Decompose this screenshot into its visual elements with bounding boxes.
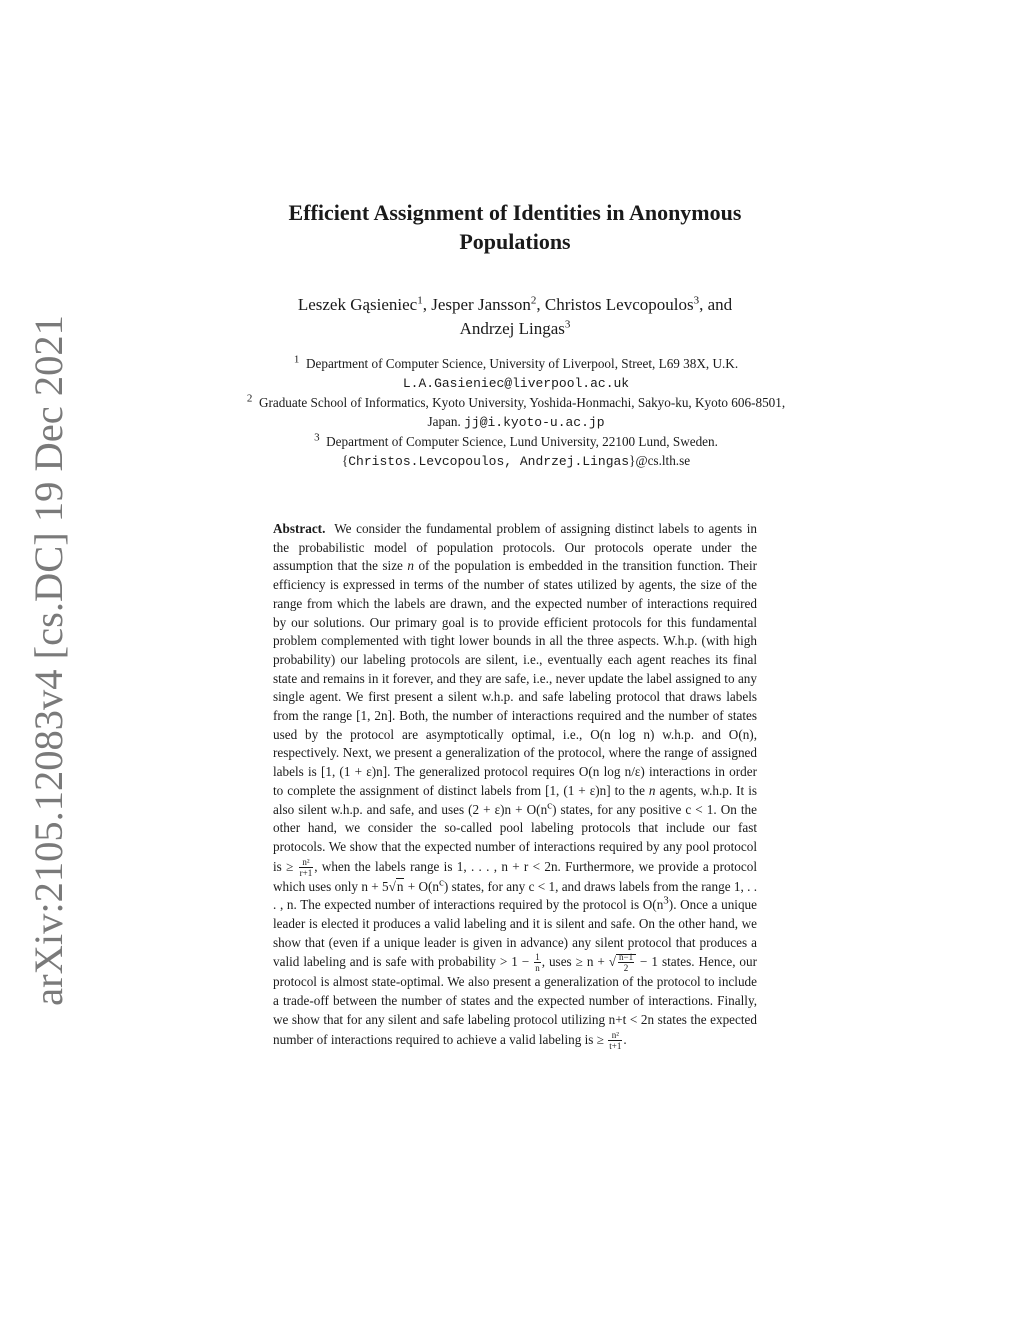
author-name: Christos Levcopoulos — [544, 295, 694, 314]
author-line-2 — [230, 317, 800, 341]
author-name: Jesper Jansson — [431, 295, 531, 314]
affiliation-1: $^1$ Department of Computer Science, University of Liverpool, Street, L69 38X, U.K. L.A.Gasieniec@liverpool.ac.uk — [293, 353, 739, 391]
affiliation-2: $^2$ Graduate School of Informatics, Kyoto University, Yoshida-Honmachi, Sakyo-ku, Kyoto 606-8501, Japan. jj@i.kyoto-u.ac.jp — [246, 392, 786, 430]
fraction: $\frac{\text{n²}}{t+1}$ — [609, 1029, 622, 1051]
title-line-2: Populations — [459, 229, 571, 254]
email-address: L.A.Gasieniec@liverpool.ac.uk — [402, 376, 630, 391]
author-list — [230, 293, 800, 341]
fraction: $\frac{1}{n}$ — [535, 952, 540, 974]
author-affil-mark: 3 — [564, 318, 571, 331]
abstract-paragraph: Abstract. We consider the fundamental problem of assigning distinct labels to agents in the probabilistic model of population protocols. Our protocols operate under the assumption that the size n of the population is embedded in the transition function. Their efficiency is expressed in terms of the number of states utilized by agents, the size of the range from which the labels are drawn, and the expected number of interactions required by our solutions. Our primary goal is to provide efficient protocols for this fundamental problem complemented with tight lower bounds in all the three aspects. W.h.p. (with high probability) our labeling protocols are silent, i.e., eventually each agent reaches its final state and remains in it forever, and they are safe, i.e., never update the label assigned to any single agent. We first present a silent w.h.p. and safe labeling protocol that draws labels from the range [1, 2n]. Both, the number of interactions required and the number of states used by the protocol are asymptotically optimal, i.e., O(n log n) w.h.p. and O(n), respectively. Next, we present a generalization of the protocol, where the range of assigned labels is [1, (1 + ε)n]. The generalized protocol requires O(n log n/ε) interactions in order to complete the assignment of distinct labels from [1, (1 + ε)n] to the n agents, w.h.p. It is also silent w.h.p. and safe, and uses $(2 + \varepsilon)n + O(n^c)$ states, for any positive c < 1. On the other hand, we consider the so-called pool labeling protocols that include our fast protocols. We show that the expected number of interactions required by any pool protocol is ≥ $\frac{\text{n²}}{r+1}$ , when the labels range is 1, . . . , n + r < 2n. Furthermore, we provide a protocol which uses only $n + 5√n + O(n^c)$ states, for any c < 1, and draws labels from the range 1, . . . , n. The expected number of interactions required by the protocol is $O(n^3)$. Once a unique leader is elected it produces a valid labeling and it is silent and safe. On the other hand, we show that (even if a unique leader is given in advance) any silent protocol that produces a valid labeling and is safe with probability > 1 − $\frac{1}{n}$ , uses ≥ n + √ $\frac{n-1}{2}$ − 1 states. Hence, our protocol is almost state-optimal. We also present a generalization of the protocol to include a trade-off between the number of states and the expected number of interactions. Finally, we show that for any silent and safe labeling protocol utilizing n+t < 2n states the expected number of interactions required to achieve a valid labeling is ≥ $\frac{\text{n²}}{t+1}$ . — [273, 521, 758, 1051]
arxiv-stamp-text: arXiv:2105.12083v4 [cs.DC] 19 Dec 2021 — [25, 314, 71, 1006]
author-name: Leszek Gąsieniec — [297, 295, 418, 314]
affiliation-3: $^3$ Department of Computer Science, Lund University, 22100 Lund, Sweden. {Christos.Levcopoulos, Andrzej.Lingas}@cs.lth.se — [314, 431, 718, 469]
fraction: $\frac{n-1}{2}$ — [619, 952, 634, 974]
author-affil-mark: 2 — [530, 294, 537, 307]
author-affil-mark: 3 — [693, 294, 700, 307]
author-name: Andrzej Lingas — [459, 319, 565, 338]
email-address: Christos.Levcopoulos, Andrzej.Lingas — [348, 454, 630, 469]
arxiv-identifier-stamp — [25, 314, 71, 1006]
email-address: jj@i.kyoto-u.ac.jp — [464, 415, 605, 430]
author-line-1: Leszek Gąsieniec$^1$, Jesper Jansson$^2$, Christos Levcopoulos$^3$, and — [297, 294, 733, 314]
paper-title — [200, 198, 830, 256]
author-affil-mark: 1 — [417, 294, 423, 307]
abstract — [273, 520, 757, 1051]
affiliations — [236, 354, 796, 471]
title-line-1: Efficient Assignment of Identities in Anonymous — [288, 200, 742, 225]
abstract-label: Abstract. — [273, 521, 326, 536]
fraction: $\frac{\text{n²}}{r+1}$ — [299, 856, 313, 878]
